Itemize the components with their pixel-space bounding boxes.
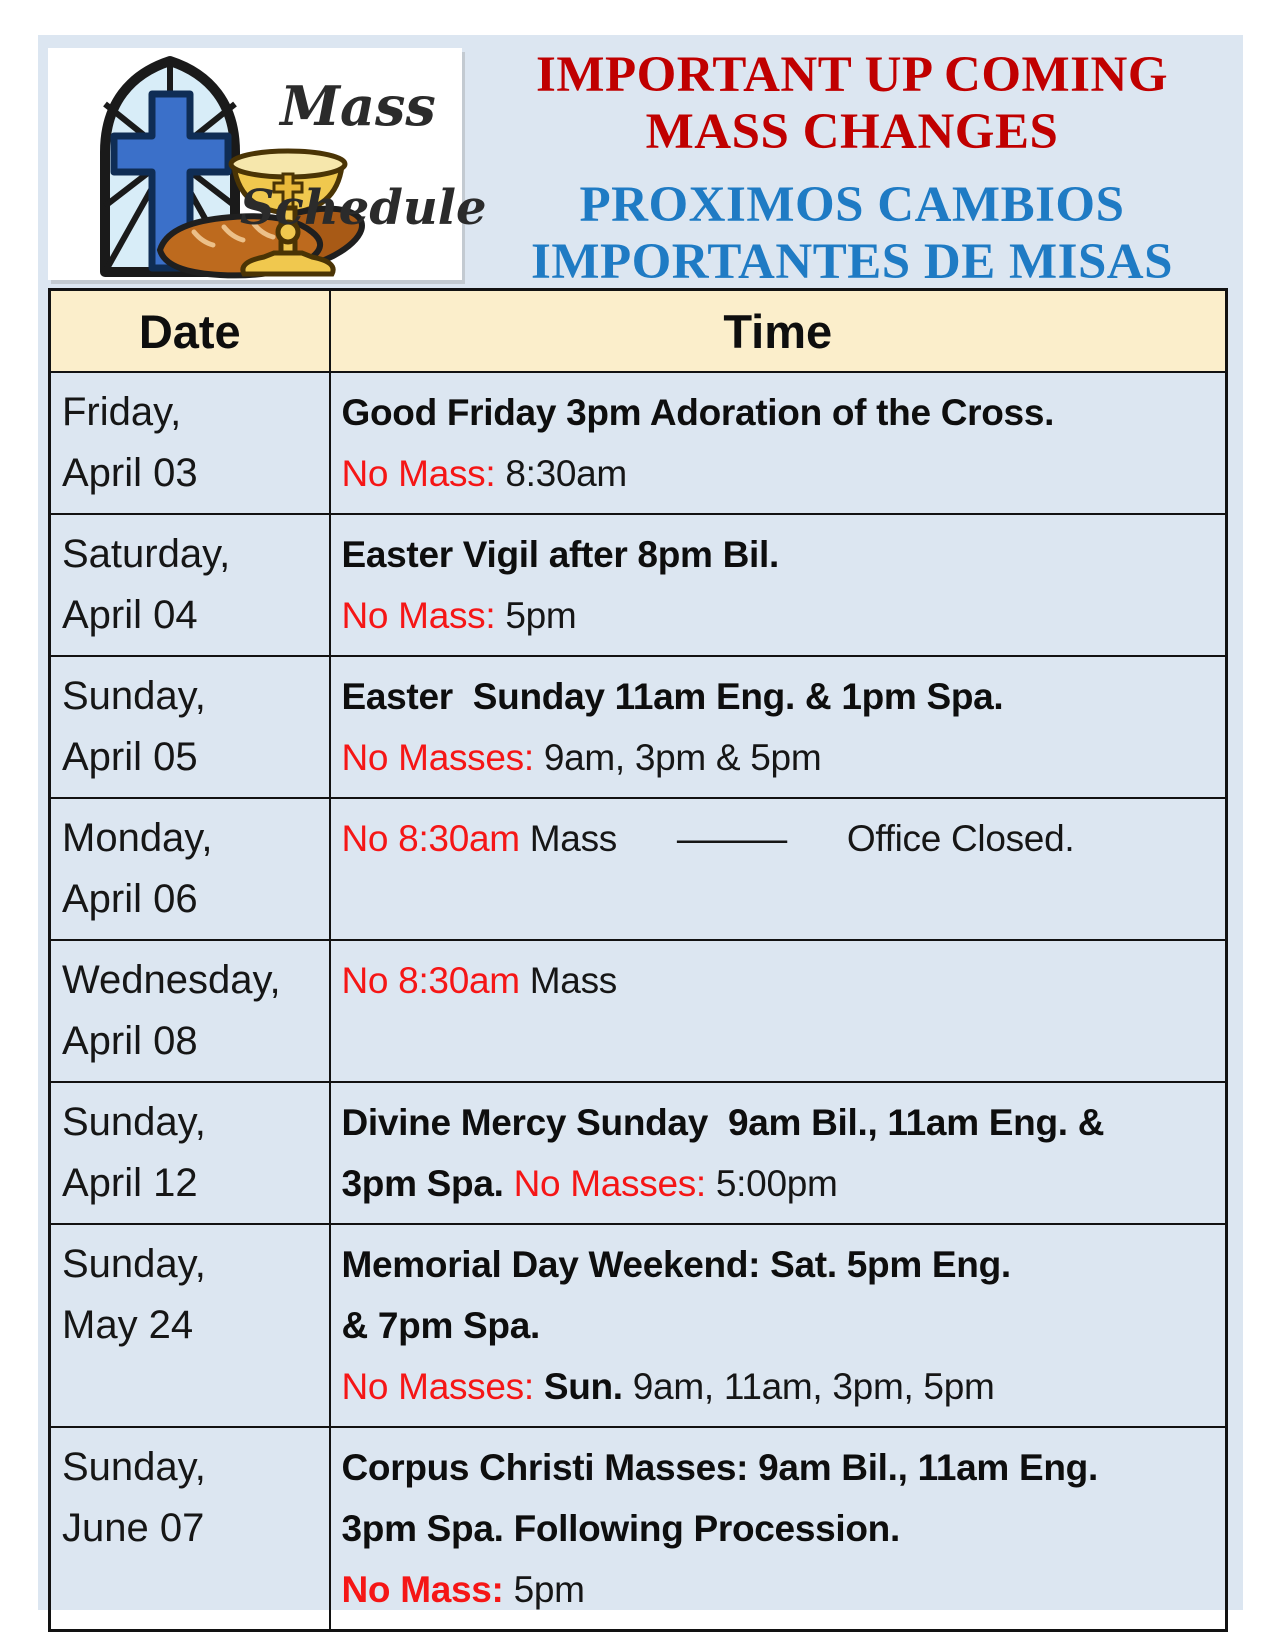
table-row <box>50 1427 1227 1631</box>
text-segment: No Masses: <box>513 1163 716 1204</box>
text-segment: No 8:30am <box>341 818 530 859</box>
text-segment: 5pm <box>513 1569 585 1610</box>
text-segment: 9am, 11am, 3pm, 5pm <box>632 1366 995 1407</box>
date-line: April 03 <box>62 451 198 495</box>
schedule-line <box>342 1092 1218 1153</box>
text-segment: Sun. <box>543 1366 633 1407</box>
date-line: Wednesday, <box>62 958 281 1002</box>
time-cell <box>330 940 1227 1082</box>
date-line: April 06 <box>62 877 198 921</box>
schedule-line <box>342 950 1218 1011</box>
time-cell <box>330 1082 1227 1224</box>
table-row <box>50 940 1227 1082</box>
title-gap <box>466 161 1238 177</box>
date-cell <box>50 1427 330 1631</box>
schedule-line <box>342 382 1218 443</box>
text-segment: Easter Vigil after 8pm Bil. <box>341 534 779 575</box>
schedule-line <box>342 1559 1218 1620</box>
schedule-line <box>342 524 1218 585</box>
schedule-line <box>342 1498 1218 1559</box>
time-cell <box>330 656 1227 798</box>
time-column-header: Time <box>330 290 1227 373</box>
mass-schedule-logo <box>48 48 487 280</box>
text-segment: Corpus Christi Masses: 9am Bil., 11am Eng. <box>341 1447 1098 1488</box>
flyer-panel <box>38 35 1243 1610</box>
date-cell <box>50 1082 330 1224</box>
table-row <box>50 514 1227 656</box>
text-segment: No Mass: <box>341 453 506 494</box>
text-segment: 3pm Spa. <box>341 1163 514 1204</box>
date-cell <box>50 372 330 514</box>
text-segment: No 8:30am <box>341 960 530 1001</box>
text-segment: No Masses: <box>341 737 544 778</box>
table-row <box>50 372 1227 514</box>
time-cell <box>330 798 1227 940</box>
schedule-line <box>342 1153 1218 1214</box>
date-line: May 24 <box>62 1303 194 1347</box>
mass-schedule-table <box>48 288 1228 1632</box>
date-line: June 07 <box>62 1506 205 1550</box>
date-cell <box>50 1224 330 1427</box>
logo-text-schedule: Schedule <box>240 180 487 236</box>
schedule-line <box>342 1234 1218 1295</box>
text-segment: Easter Sunday 11am Eng. & 1pm Spa. <box>341 676 1004 717</box>
time-cell <box>330 514 1227 656</box>
text-segment: Mass ——— Office Closed. <box>529 818 1075 859</box>
title-spanish-line-2: IMPORTANTES DE MISAS <box>530 234 1174 290</box>
table-header-row <box>50 290 1227 373</box>
date-line: Friday, <box>62 390 182 434</box>
schedule-line <box>342 1295 1218 1356</box>
date-line: April 12 <box>62 1161 198 1205</box>
date-line: Monday, <box>62 816 213 860</box>
schedule-line <box>342 585 1218 646</box>
table-row <box>50 1082 1227 1224</box>
text-segment: No Masses: <box>341 1366 544 1407</box>
date-line: Saturday, <box>62 532 231 576</box>
date-line: Sunday, <box>62 1100 206 1144</box>
text-segment: No Mass: <box>341 595 506 636</box>
logo-text-mass: Mass <box>280 74 436 138</box>
date-line: Sunday, <box>62 1445 206 1489</box>
text-segment: Good Friday 3pm Adoration of the Cross. <box>341 392 1055 433</box>
date-cell <box>50 656 330 798</box>
schedule-line <box>342 443 1218 504</box>
text-segment: 5:00pm <box>715 1163 838 1204</box>
title-english-line-1: IMPORTANT UP COMING <box>536 47 1168 103</box>
text-segment: 9am, 3pm & 5pm <box>543 737 822 778</box>
text-segment: 3pm Spa. Following Procession. <box>341 1508 900 1549</box>
schedule-table-body <box>50 372 1227 1631</box>
date-cell <box>50 798 330 940</box>
date-column-header: Date <box>50 290 330 373</box>
date-line: Sunday, <box>62 674 206 718</box>
text-segment: Divine Mercy Sunday 9am Bil., 11am Eng. & <box>341 1102 1105 1143</box>
text-segment: 8:30am <box>505 453 627 494</box>
schedule-line <box>342 727 1218 788</box>
date-line: April 08 <box>62 1019 198 1063</box>
schedule-line <box>342 808 1218 869</box>
date-line: April 04 <box>62 593 198 637</box>
title-spanish-line-1: PROXIMOS CAMBIOS <box>579 177 1125 233</box>
time-cell <box>330 372 1227 514</box>
text-segment: 5pm <box>505 595 577 636</box>
text-segment: Memorial Day Weekend: Sat. 5pm Eng. <box>341 1244 1011 1285</box>
text-segment: Mass <box>529 960 617 1001</box>
header-titles <box>466 47 1238 291</box>
text-segment: No Mass: <box>341 1569 514 1610</box>
title-english-line-2: MASS CHANGES <box>645 104 1059 160</box>
schedule-line <box>342 666 1218 727</box>
schedule-line <box>342 1437 1218 1498</box>
schedule-line <box>342 1356 1218 1417</box>
time-cell <box>330 1224 1227 1427</box>
table-row <box>50 1224 1227 1427</box>
date-cell <box>50 940 330 1082</box>
table-row <box>50 798 1227 940</box>
time-cell <box>330 1427 1227 1631</box>
table-row <box>50 656 1227 798</box>
date-cell <box>50 514 330 656</box>
date-line: April 05 <box>62 735 198 779</box>
date-line: Sunday, <box>62 1242 206 1286</box>
text-segment: & 7pm Spa. <box>341 1305 540 1346</box>
